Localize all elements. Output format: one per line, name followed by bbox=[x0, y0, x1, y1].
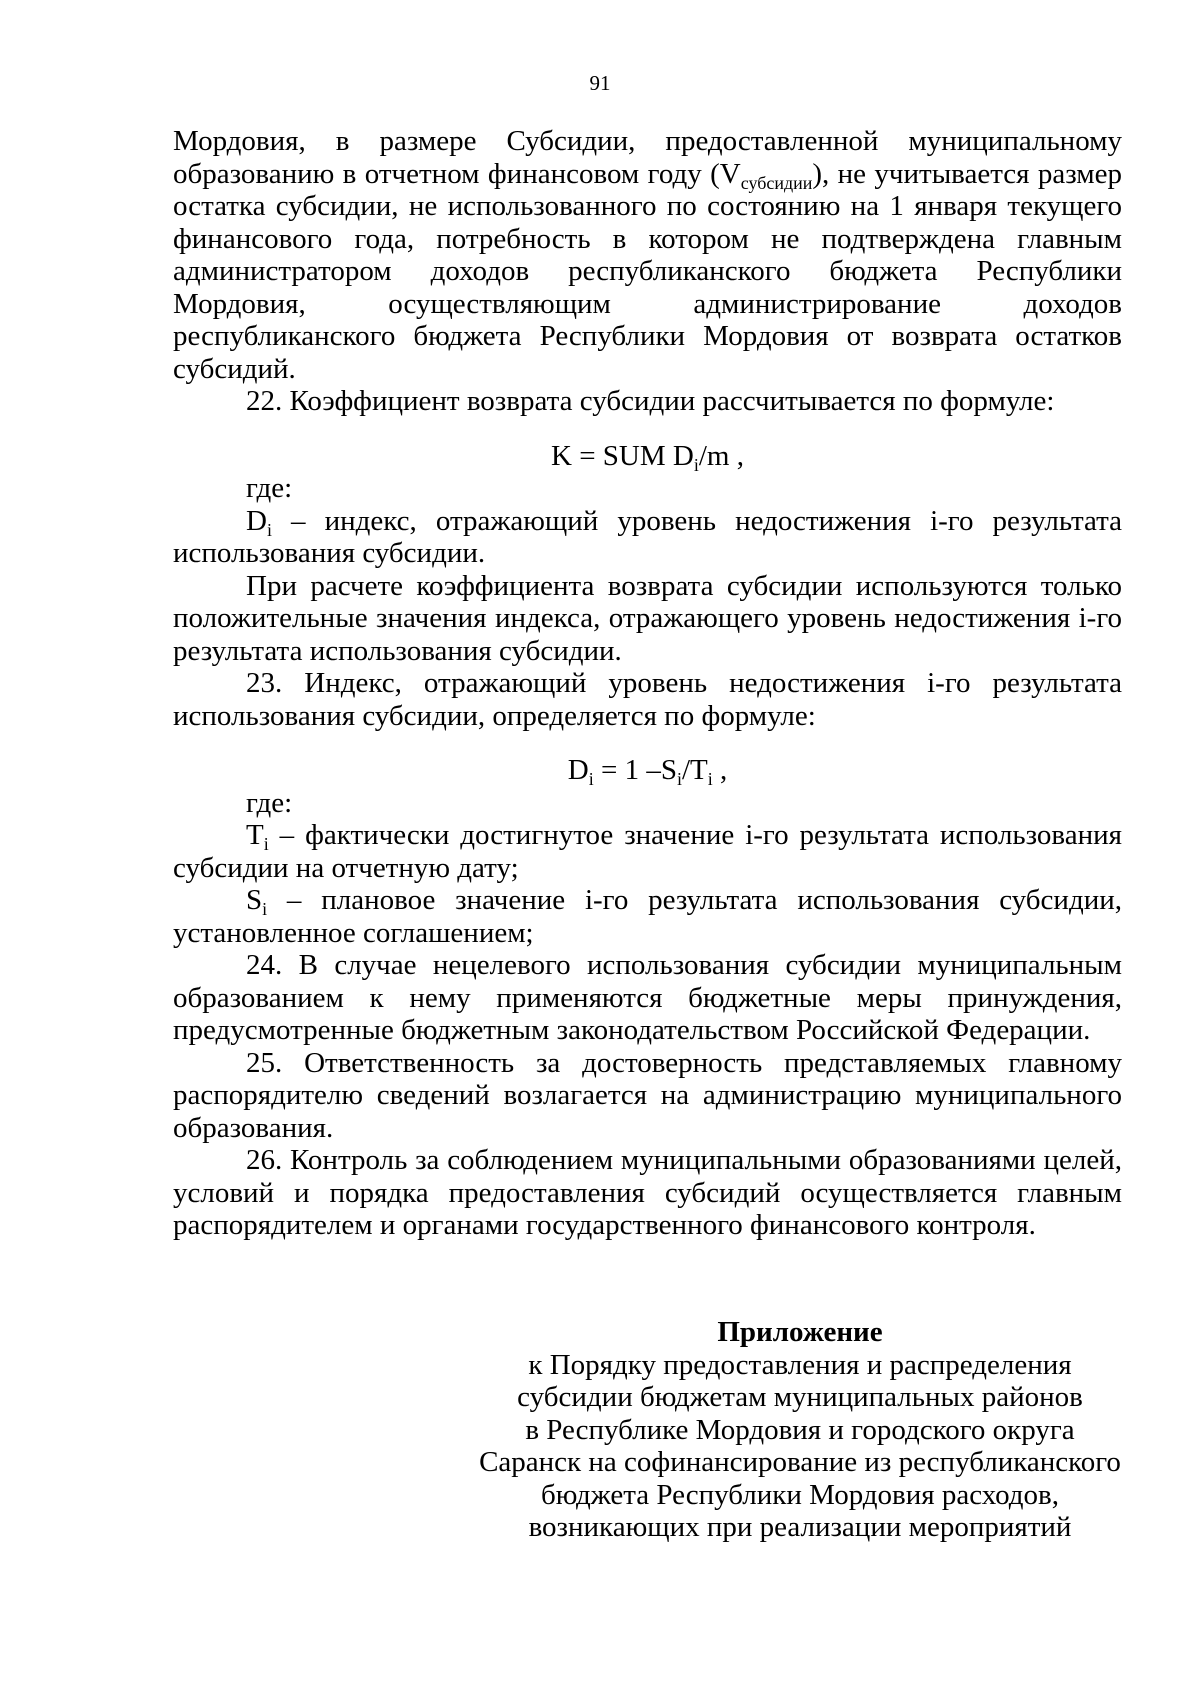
paragraph bbox=[173, 819, 1122, 884]
formula bbox=[173, 440, 1122, 473]
text-run: – плановое значение i-го результата использования субсидии, установленное соглашением; bbox=[173, 884, 1122, 949]
appendix-title: Приложение bbox=[717, 1316, 883, 1348]
subscript: i bbox=[693, 454, 699, 475]
text-run: где: bbox=[246, 472, 293, 504]
text-run: D bbox=[567, 754, 589, 786]
paragraph bbox=[173, 505, 1122, 570]
subscript: i bbox=[588, 769, 594, 789]
text-run: , bbox=[712, 754, 728, 786]
paragraph bbox=[173, 472, 1122, 505]
subscript: i bbox=[707, 769, 713, 789]
text-run: 25. Ответственность за достоверность представляемых главному распорядителю сведений возлагается на администрацию муниципального образования. bbox=[173, 1046, 1122, 1144]
subscript: i bbox=[266, 519, 272, 540]
text-run: – фактически достигнутое значение i-го результата использования субсидии на отчетную дату; bbox=[173, 819, 1122, 884]
paragraph bbox=[173, 949, 1122, 1047]
text-run: Мордовия, в размере Субсидии, предоставленной муниципальному образованию в отчетном финансовом году (V bbox=[173, 125, 1122, 190]
paragraph bbox=[173, 1047, 1122, 1145]
text-run: – индекс, отражающий уровень недостижения i-го результата использования субсидии. bbox=[173, 504, 1122, 569]
subscript: i bbox=[263, 834, 269, 854]
appendix-line: Саранск на софинансирование из республиканского bbox=[479, 1446, 1121, 1478]
text-run: T bbox=[246, 819, 264, 851]
text-run: ), не учитывается размер остатка субсидии, не использованного по состоянию на 1 января текущего финансового года, потребность в котором не подтверждена главным администратором доходов республиканского бюджета Республики Мордовия, осуществляющим администрирование доходов республиканского бюджета Республики Мордовия от возврата остатков субсидий. bbox=[173, 157, 1122, 385]
appendix-block bbox=[470, 1316, 1130, 1544]
appendix-line: возникающих при реализации мероприятий bbox=[528, 1511, 1072, 1543]
subscript: i bbox=[676, 769, 682, 789]
text-run: 26. Контроль за соблюдением муниципальными образованиями целей, условий и порядка предоставления субсидий осуществляется главным распорядителем и органами государственного финансового контроля. bbox=[173, 1144, 1122, 1241]
paragraph bbox=[173, 884, 1122, 949]
text-run: 22. Коэффициент возврата субсидии рассчитывается по формуле: bbox=[246, 385, 1055, 417]
appendix-line: бюджета Республики Мордовия расходов, bbox=[541, 1478, 1059, 1511]
page-number: 91 bbox=[589, 71, 611, 95]
text-run: При расчете коэффициента возврата субсидии используются только положительные значения индекса, отражающего уровень недостижения i-го результата использования субсидии. bbox=[173, 569, 1122, 667]
text-run: /m , bbox=[698, 439, 744, 472]
paragraph bbox=[173, 385, 1122, 418]
text-run: где: bbox=[246, 786, 293, 819]
subscript: i bbox=[262, 899, 268, 919]
paragraph bbox=[173, 787, 1122, 820]
formula bbox=[173, 754, 1122, 787]
paragraph bbox=[173, 667, 1122, 732]
text-run: S bbox=[246, 884, 263, 916]
text-run: 24. В случае нецелевого использования субсидии муниципальным образованием к нему применяются бюджетные меры принуждения, предусмотренные бюджетным законодательством Российской Федерации. bbox=[173, 949, 1122, 1046]
text-run: /T bbox=[681, 754, 708, 786]
text-run: D bbox=[246, 504, 267, 537]
subscript: субсидии bbox=[740, 172, 813, 193]
appendix-line: субсидии бюджетам муниципальных районов bbox=[517, 1381, 1083, 1413]
text-run: = 1 –S bbox=[593, 754, 677, 786]
text-run: 23. Индекс, отражающий уровень недостижения i-го результата использования субсидии, определяется по формуле: bbox=[173, 667, 1122, 732]
paragraph bbox=[173, 570, 1122, 668]
appendix-line: к Порядку предоставления и распределения bbox=[528, 1348, 1072, 1381]
document-body bbox=[173, 125, 1122, 1242]
appendix-line: в Республике Мордовия и городского округа bbox=[525, 1413, 1075, 1446]
text-run: K = SUM D bbox=[551, 439, 694, 472]
paragraph bbox=[173, 1144, 1122, 1242]
paragraph bbox=[173, 125, 1122, 385]
